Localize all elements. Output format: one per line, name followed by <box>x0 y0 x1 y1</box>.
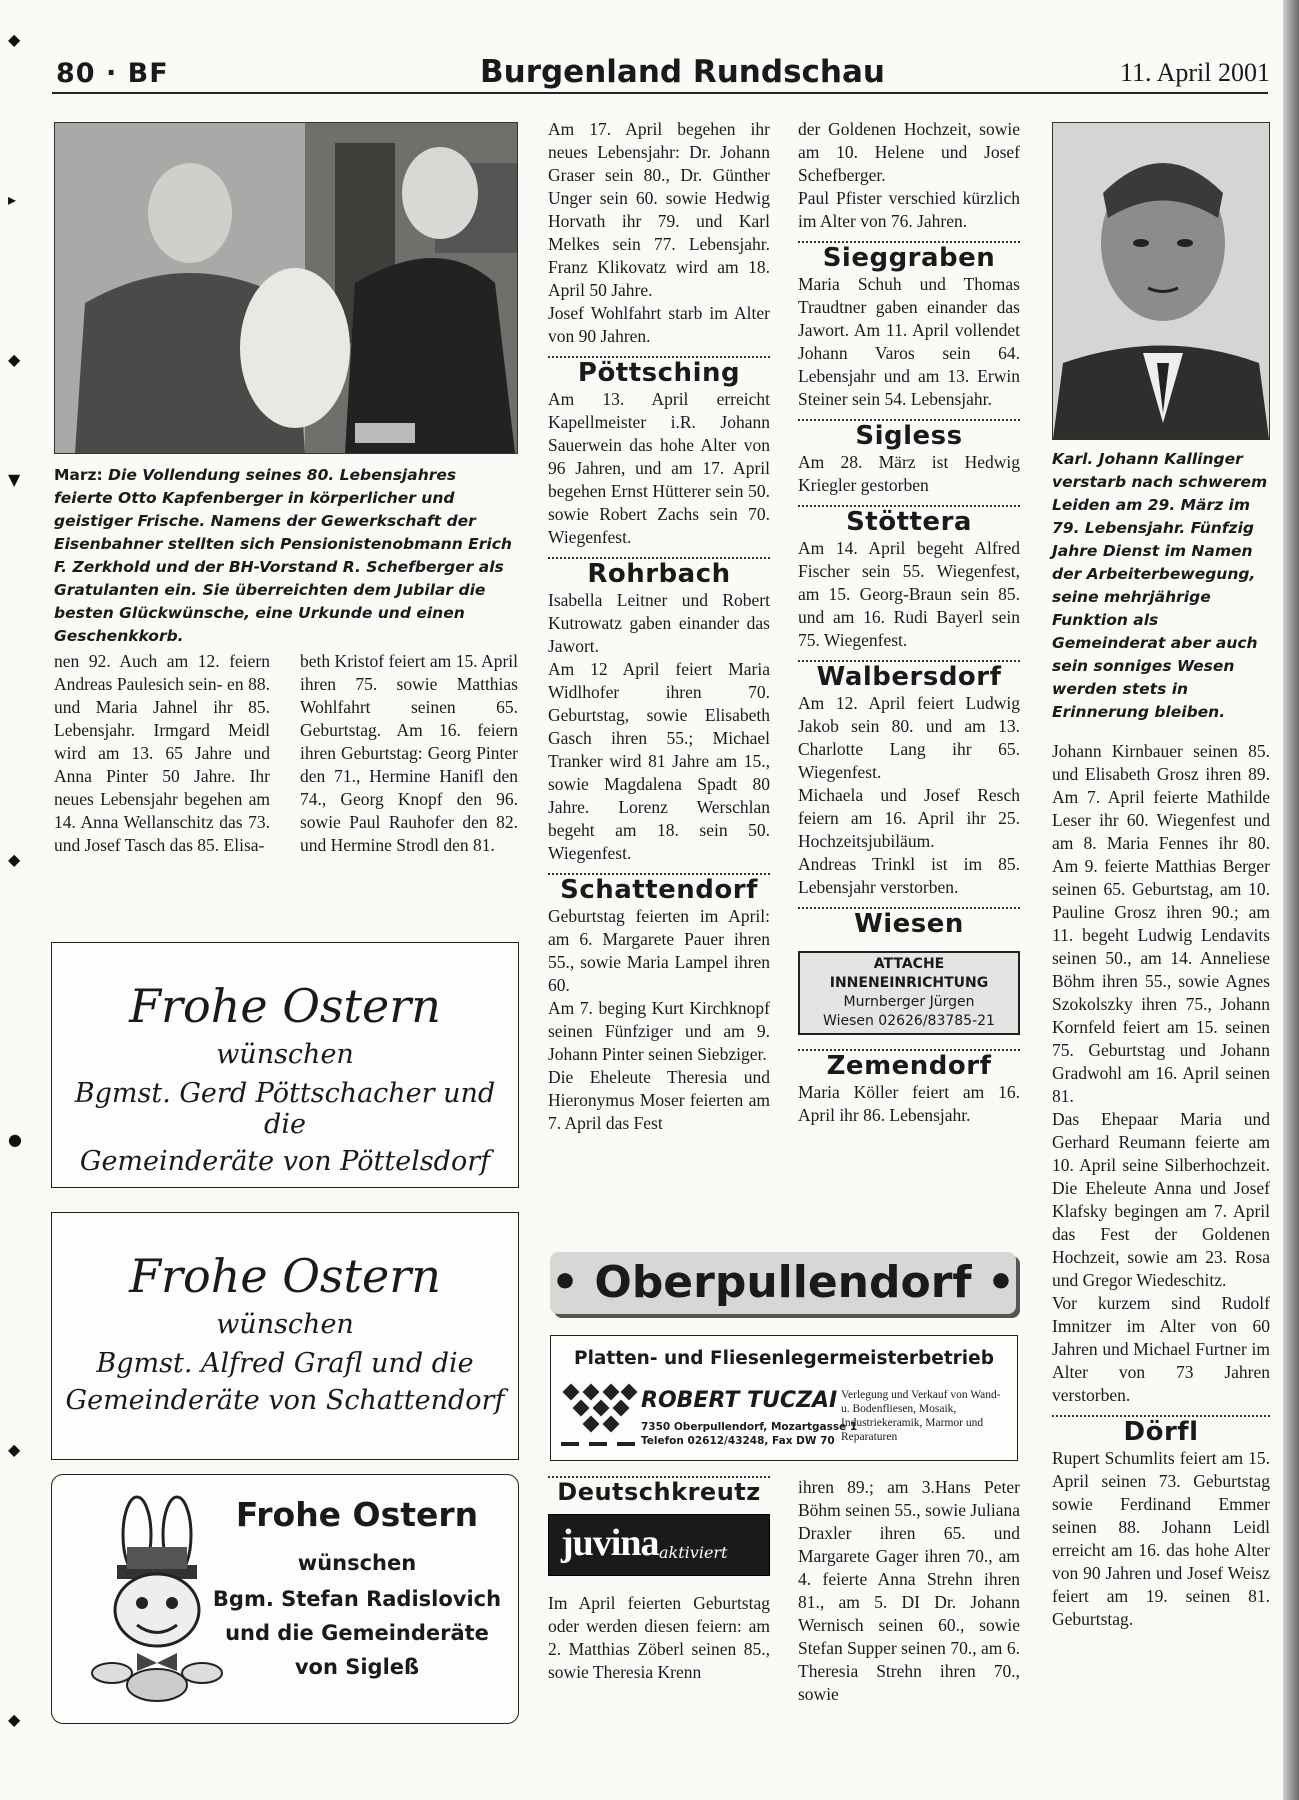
ad-wish: wünschen <box>297 1551 417 1575</box>
section-head-walbersdorf: Walbersdorf <box>816 662 1002 692</box>
column-4 <box>798 118 1020 1127</box>
juvina-logo-sub: aktiviert <box>659 1543 728 1562</box>
section-text: Geburtstag feierten im April: am 6. Margarete Pauer ihren 55., sowie Maria Lampel ihren 60. <box>548 906 770 995</box>
photo-jubilee <box>54 122 518 454</box>
wiesen-ad-line: ATTACHE INNENEINRICHTUNG <box>829 956 989 991</box>
page-edge <box>1283 0 1299 1800</box>
ad-line: Bgmst. Gerd Pöttschacher und die <box>74 1078 496 1140</box>
section-text: Am 13. April erreicht Kapellmeister i.R. Johann Sauerwein das hohe Alter von 96 Jahren, und am 17. April begehen Ernst Hütterer sein 50. sowie Robert Zachs sein 70. Wiegenfest. <box>548 389 770 547</box>
section-head-rohrbach: Rohrbach <box>587 559 731 589</box>
juvina-logo-main: juvina <box>561 1522 659 1564</box>
ad-line: Gemeinderäte von Pöttelsdorf <box>79 1146 491 1177</box>
section-text: Rupert Schumlits feiert am 15. April seinen 73. Geburtstag sowie Ferdinand Emmer seinen 88. Johann Leidl erreicht am 16. das hohe Alter von 90 Jahren und Josef Weisz feiert am 19. seinen 81. Geburtstag. <box>1052 1448 1270 1629</box>
article-col1: nen 92. Auch am 12. feiern Andreas Paulesich sein- en 88. und Maria Jahnel ihr 85. Lebensjahr. Irmgard Meidl wird am 13. 65 Jahre und Anna Pinter 50 Jahre. Ihr neues Lebensjahr begehen am 14. Anna Wellanschitz das 73. und Josef Tasch das 85. Elisa- <box>54 651 270 855</box>
wiesen-ad-line: Wiesen 02626/83785-21 <box>823 1013 995 1029</box>
hole-mark-icon: ▸ <box>8 190 17 209</box>
photo-obituary <box>1052 122 1270 440</box>
wiesen-ad-line: Murnberger Jürgen <box>843 994 975 1010</box>
ad-title: Frohe Ostern <box>129 1249 441 1303</box>
section-head-stoettera: Stöttera <box>846 507 972 537</box>
header-rule <box>52 92 1268 94</box>
article-col4b: ihren 89.; am 3.Hans Peter Böhm seinen 55., sowie Juliana Draxler ihren 65. und Margarete Gager ihren 70., am 4. feierte Anna Strehn ihren 81., am 5. DI Dr. Johann Wernisch seinen 60., sowie Stefan Supper seinen 70., am 6. Theresia Strehn ihren 70., sowie <box>798 1477 1020 1704</box>
tuczai-phone: Telefon 02612/43248, Fax DW 70 <box>641 1435 835 1447</box>
caption-text: Die Vollendung seines 80. Lebensjahres feierte Otto Kapfenberger in körperlicher und geistiger Frische. Namens der Gewerkschaft der Eisenbahner stellten sich Pensionistenobmann Erich F. Zerkhold und der BH-Vorstand R. Schefberger als Gratulanten ein. Sie überreichten dem Jubilar die besten Glückwünsche, eine Urkunde und einen Geschenkkorb. <box>54 466 512 645</box>
ad-wish: wünschen <box>216 1309 354 1340</box>
easter-ad-sigless <box>51 1474 519 1724</box>
section-text: Im April feierten Geburtstag oder werden diesen feiern: am 2. Matthias Zöberl seinen 85., sowie Theresia Krenn <box>548 1593 770 1682</box>
section-text: Am 12 April feiert Maria Widlhofer ihren 70. Geburtstag, sowie Elisabeth Gasch ihren 55.; Michael Tranker wird 81 Jahre am 15., sowie Magdalena Spadt 80 Jahre. Lorenz Werschlan begeht am 18. sein 50. Wiegenfest. <box>548 659 770 863</box>
section-text: Am 14. April begeht Alfred Fischer sein 55. Wiegenfest, am 15. Georg-Braun sein 85. und am 16. Rudi Bayerl sein 75. Wiegenfest. <box>798 538 1020 650</box>
section-text: Michaela und Josef Resch feiern am 16. April ihr 25. Hochzeitsjubiläum. <box>798 785 1020 851</box>
ad-title: Frohe Ostern <box>129 979 441 1033</box>
tile-logo-icon <box>557 1382 641 1452</box>
tuczai-address: 7350 Oberpullendorf, Mozartgasse 1 <box>641 1421 858 1433</box>
section-text: Am 28. März ist Hedwig Kriegler gestorben <box>798 452 1020 495</box>
ad-line: Bgmst. Alfred Grafl und die <box>96 1348 474 1379</box>
section-text: Vor kurzem sind Rudolf Imnitzer im Alter von 60 Jahren und Michael Furtner im Alter von 73 Jahren verstorben. <box>1052 1293 1270 1405</box>
hole-mark-icon: ● <box>8 1130 22 1149</box>
section-head-poettsching: Pöttsching <box>577 358 741 388</box>
section-text: Andreas Trinkl ist im 85. Lebensjahr verstorben. <box>798 854 1020 897</box>
section-text: Maria Schuh und Thomas Traudtner gaben einander das Jawort. Am 11. April vollendet Johann Varos sein 64. Lebensjahr und am 13. Erwin Steiner sein 54. Lebensjahr. <box>798 274 1020 409</box>
article-col2: beth Kristof feiert am 15. April ihren 75. sowie Matthias Wohlfahrt seinen 65. Geburtstag. Am 16. feiern ihren Geburtstag: Georg Pinter den 71., Hermine Hanifl den 74., Georg Knopf den 96. sowie Paul Rauhofer den 82. und Hermine Strodl den 81. <box>300 651 518 855</box>
section-text: Johann Kirnbauer seinen 85. und Elisabeth Grosz ihren 89. Am 7. April feierte Mathilde Leser ihr 60. Wiegenfest und am 8. Maria Fennes ihr 80. Am 9. feierte Matthias Berger seinen 65. Geburtstag, am 10. Pauline Grosz ihren 90.; am 11. begeht Ludwig Lendavits seinen 50., am 14. Anneliese Böhm ihren 55., sowie Agnes Szokolszky ihren 75., Johann Kornfeld feiert am 15. seinen 75. Geburtstag und Johann Gradwohl am 16. April seinen 81. <box>1052 741 1270 1106</box>
newspaper-title: Burgenland Rundschau <box>480 54 885 90</box>
photo-obituary-caption: Karl. Johann Kallinger verstarb nach schwerem Leiden am 29. März im 79. Lebensjahr. Fünfzig Jahre Dienst im Namen der Arbeiterbewegung, seine mehrjährige Funktion als Gemeinderat aber auch sein sonniges Wesen werden stets in Erinnerung bleiben. <box>1052 450 1268 721</box>
hole-mark-icon: ▼ <box>8 470 21 489</box>
section-text: Isabella Leitner und Robert Kutrowatz gaben einander das Jawort. <box>548 590 770 656</box>
tuczai-name: ROBERT TUCZAI <box>641 1388 838 1413</box>
ad-wish: wünschen <box>216 1039 354 1070</box>
tuczai-services: Verlegung und Verkauf von Wand- u. Bodenfliesen, Mosaik, Industriekeramik, Marmor und Reparaturen <box>841 1389 1001 1443</box>
section-head-sigless: Sigless <box>855 421 963 451</box>
article-intro: der Goldenen Hochzeit, sowie am 10. Helene und Josef Schefberger. <box>798 119 1020 185</box>
hole-mark-icon: ◆ <box>8 30 21 49</box>
deutschkreutz-block <box>548 1476 770 1684</box>
section-head-sieggraben: Sieggraben <box>822 243 996 273</box>
issue-date: 11. April 2001 <box>1120 58 1270 87</box>
column-3 <box>548 118 770 1135</box>
hole-mark-icon: ◆ <box>8 850 21 869</box>
ad-line: von Sigleß <box>294 1655 420 1679</box>
ad-line: Bgm. Stefan Radislovich <box>212 1587 502 1611</box>
tuczai-ad <box>550 1335 1018 1461</box>
article-intro: Am 17. April begehen ihr neues Lebensjahr: Dr. Johann Graser sein 80., Dr. Günther Unger sein 60. sowie Hedwig Horvath ihr 79. und Karl Melkes sein 77. Lebensjahr. Franz Klikovatz wird am 18. April 50 Jahre. <box>548 119 770 300</box>
section-text: Am 7. beging Kurt Kirchknopf seinen Fünfziger und am 9. Johann Pinter seinen Siebziger. <box>548 998 770 1064</box>
ad-title: Frohe Ostern <box>235 1495 479 1534</box>
section-head-zemendorf: Zemendorf <box>826 1051 992 1081</box>
photo-jubilee-image <box>55 123 517 453</box>
section-text: Maria Köller feiert am 16. April ihr 86. Lebensjahr. <box>798 1082 1020 1125</box>
easter-ad-poettelsdorf <box>51 942 519 1188</box>
ad-line: und die Gemeinderäte <box>225 1621 489 1645</box>
photo-jubilee-caption <box>54 464 519 648</box>
oberpullendorf-banner: • Oberpullendorf • <box>550 1252 1016 1314</box>
ad-line: Gemeinderäte von Schattendorf <box>65 1385 505 1416</box>
section-text: Das Ehepaar Maria und Gerhard Reumann feierte am 10. April seine Silberhochzeit. Die Eheleute Anna und Josef Klafsky begingen am 7. April das Fest der Goldenen Hochzeit, sowie am 23. Rosa und Gregor Wiedeschitz. <box>1052 1109 1270 1290</box>
column-5 <box>1052 740 1270 1631</box>
section-text: Die Eheleute Theresia und Hieronymus Moser feierten am 7. April das Fest <box>548 1067 770 1133</box>
photo-obituary-image <box>1053 123 1269 439</box>
easter-ad-schattendorf <box>51 1212 519 1460</box>
juvina-logo <box>548 1514 770 1576</box>
section-head-doerfl: Dörfl <box>1123 1417 1199 1447</box>
page-section: 80 · BF <box>56 58 169 89</box>
hole-mark-icon: ◆ <box>8 1710 21 1729</box>
article-intro2: Josef Wohlfahrt starb im Alter von 90 Jahren. <box>548 303 770 346</box>
section-head-deutschkreutz: Deutschkreutz <box>557 1478 761 1506</box>
tuczai-title: Platten- und Fliesenlegermeisterbetrieb <box>574 1348 994 1369</box>
hole-mark-icon: ◆ <box>8 1440 21 1459</box>
section-head-schattendorf: Schattendorf <box>560 875 758 905</box>
hole-mark-icon: ◆ <box>8 350 21 369</box>
section-head-wiesen: Wiesen <box>854 909 964 939</box>
wiesen-ad <box>798 951 1020 1035</box>
caption-lead: Marz: <box>54 466 103 484</box>
article-intro2: Paul Pfister verschied kürzlich im Alter von 76. Jahren. <box>798 188 1020 231</box>
section-text: Am 12. April feiert Ludwig Jakob sein 80. und am 13. Charlotte Lang ihr 65. Wiegenfest. <box>798 693 1020 782</box>
